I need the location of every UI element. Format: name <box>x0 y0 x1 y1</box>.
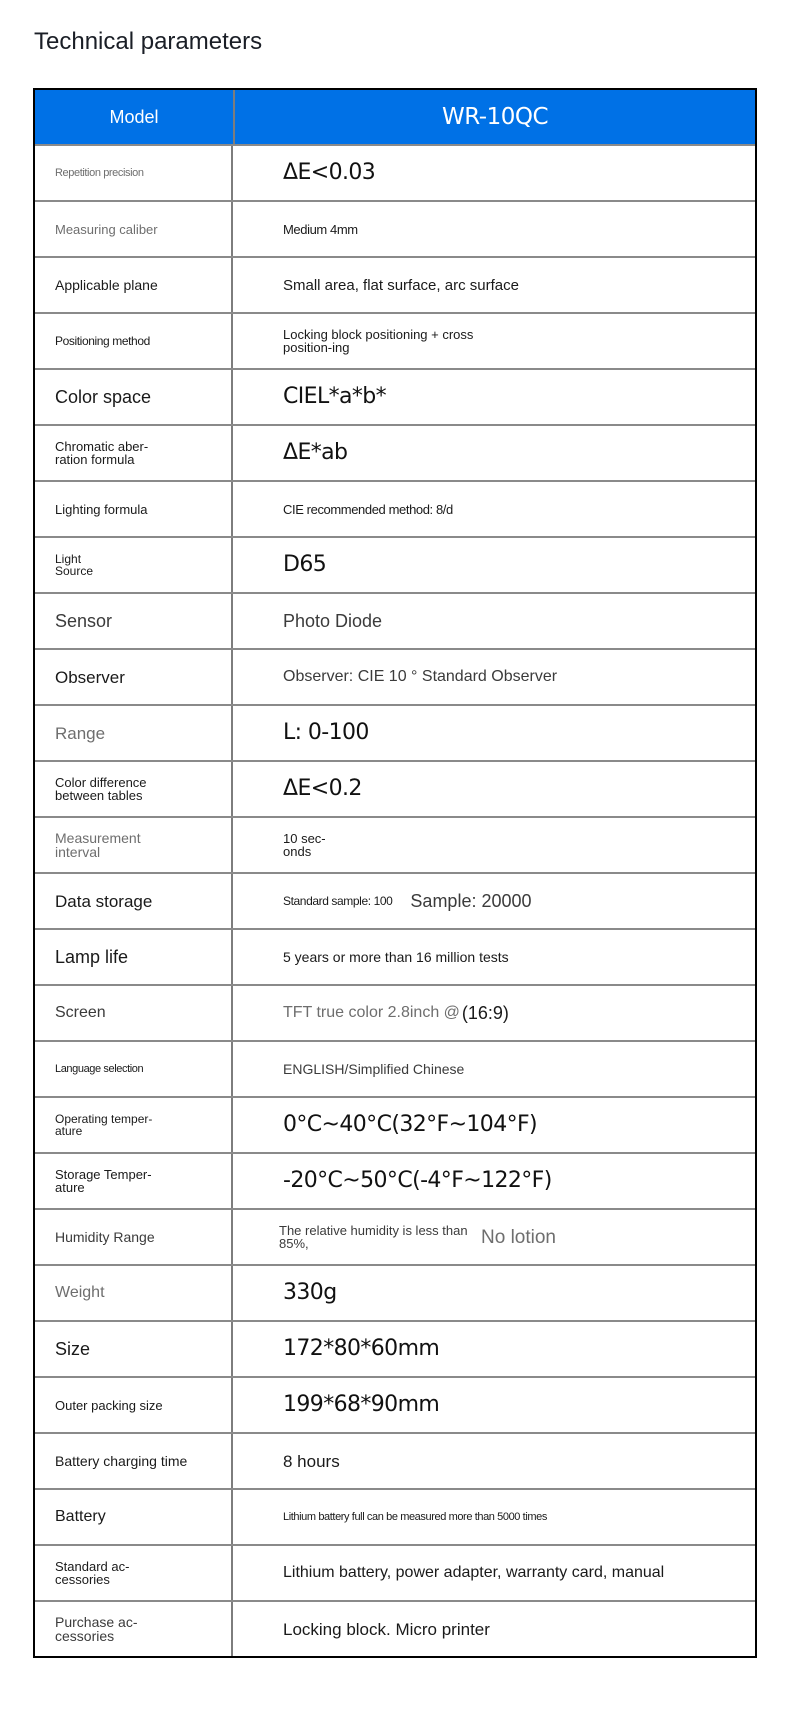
table-row <box>35 536 755 592</box>
header-model-value: WR-10QC <box>441 104 549 130</box>
table-row <box>35 704 755 760</box>
row-label: Range <box>35 706 233 760</box>
row-label: Positioning method <box>35 314 233 368</box>
row-label: Humidity Range <box>35 1210 233 1264</box>
table-row <box>35 256 755 312</box>
row-value: ENGLISH/Simplified Chinese <box>283 1061 465 1077</box>
row-label-text: Operating temper-ature <box>55 1112 153 1138</box>
row-label-text: Light Source <box>55 552 94 578</box>
row-value-text: Standard sample: 100 <box>283 894 393 908</box>
row-label-text: Purchase ac-cessories <box>55 1614 138 1644</box>
row-label-text: Standard ac-cessories <box>55 1559 130 1587</box>
row-label-text: Storage Temper-ature <box>55 1167 152 1195</box>
row-value-text: The relative humidity is less than 85%, <box>279 1223 468 1251</box>
row-value: ΔE<0.03 <box>283 160 376 185</box>
table-row <box>35 816 755 872</box>
row-value: Locking block. Micro printer <box>283 1619 490 1639</box>
row-value <box>233 818 755 872</box>
row-label <box>35 1546 233 1600</box>
table-row <box>35 480 755 536</box>
row-label: Color space <box>35 370 233 424</box>
row-value: 0°C~40°C(32°F~104°F) <box>283 1112 538 1137</box>
row-label: Battery <box>35 1490 233 1544</box>
table-row <box>35 144 755 200</box>
row-label-text: Chromatic aber-ration formula <box>55 439 149 467</box>
row-value <box>233 874 755 928</box>
row-label <box>35 538 233 592</box>
row-value: D65 <box>283 552 327 577</box>
table-row <box>35 312 755 368</box>
table-row <box>35 928 755 984</box>
table-row <box>35 1320 755 1376</box>
table-row <box>35 1208 755 1264</box>
table-row <box>35 648 755 704</box>
row-value: 199*68*90mm <box>283 1392 440 1417</box>
table-row <box>35 1264 755 1320</box>
table-row <box>35 1376 755 1432</box>
row-label: Lamp life <box>35 930 233 984</box>
table-row <box>35 1096 755 1152</box>
row-label <box>35 762 233 816</box>
row-label: Data storage <box>35 874 233 928</box>
row-value: L: 0-100 <box>283 720 369 745</box>
row-value: CIEL*a*b* <box>283 384 387 409</box>
row-value <box>233 986 755 1040</box>
row-value-text: TFT true color 2.8inch @ <box>283 1004 460 1021</box>
row-value: 5 years or more than 16 million tests <box>283 949 509 965</box>
row-label: Screen <box>35 986 233 1040</box>
row-value: Photo Diode <box>283 611 383 631</box>
row-value: Small area, flat surface, arc surface <box>283 276 519 294</box>
row-value: ΔE*ab <box>283 440 348 465</box>
row-label: Observer <box>35 650 233 704</box>
row-label <box>35 1098 233 1152</box>
row-value: ΔE<0.2 <box>283 776 362 801</box>
row-label <box>35 1154 233 1208</box>
row-value: 8 hours <box>283 1451 340 1471</box>
row-value-secondary: Sample: 20000 <box>410 891 532 911</box>
row-label <box>35 818 233 872</box>
row-value: 330g <box>283 1280 337 1305</box>
row-value-secondary: (16:9) <box>461 1003 509 1023</box>
row-value-text: 10 sec-onds <box>283 831 326 859</box>
row-label: Repetition precision <box>35 146 233 200</box>
table-row <box>35 1544 755 1600</box>
table-row <box>35 368 755 424</box>
table-row <box>35 424 755 480</box>
row-value <box>233 1210 755 1264</box>
row-label: Sensor <box>35 594 233 648</box>
row-value: Lithium battery, power adapter, warranty card, manual <box>283 1564 665 1581</box>
row-label-text: Color difference between tables <box>55 775 147 803</box>
row-label: Lighting formula <box>35 482 233 536</box>
page-title: Technical parameters <box>34 28 263 55</box>
table-row <box>35 872 755 928</box>
row-label <box>35 1602 233 1656</box>
table-header <box>35 90 755 144</box>
table-row <box>35 1600 755 1656</box>
row-label: Measuring caliber <box>35 202 233 256</box>
row-value <box>233 314 755 368</box>
row-label: Applicable plane <box>35 258 233 312</box>
row-label: Battery charging time <box>35 1434 233 1488</box>
row-label: Weight <box>35 1266 233 1320</box>
table-row <box>35 984 755 1040</box>
row-label-text: Measurement interval <box>55 830 141 860</box>
row-value-secondary: No lotion <box>481 1226 556 1248</box>
table-row <box>35 592 755 648</box>
row-label <box>35 426 233 480</box>
spec-table <box>33 88 757 1658</box>
header-label: Model <box>35 90 235 144</box>
row-value: Observer: CIE 10 ° Standard Observer <box>283 668 558 685</box>
row-label: Language selection <box>35 1042 233 1096</box>
row-label: Outer packing size <box>35 1378 233 1432</box>
row-value: Lithium battery full can be measured more than 5000 times <box>283 1510 547 1523</box>
row-value: CIE recommended method: 8/d <box>283 501 453 517</box>
table-row <box>35 1040 755 1096</box>
table-row <box>35 1152 755 1208</box>
row-value: -20°C~50°C(-4°F~122°F) <box>283 1168 552 1193</box>
table-row <box>35 200 755 256</box>
row-value-text: Locking block positioning + cross position-ing <box>283 327 474 355</box>
row-value: 172*80*60mm <box>283 1336 440 1361</box>
table-row <box>35 760 755 816</box>
table-row <box>35 1488 755 1544</box>
table-row <box>35 1432 755 1488</box>
row-label: Size <box>35 1322 233 1376</box>
row-value: Medium 4mm <box>283 221 358 237</box>
